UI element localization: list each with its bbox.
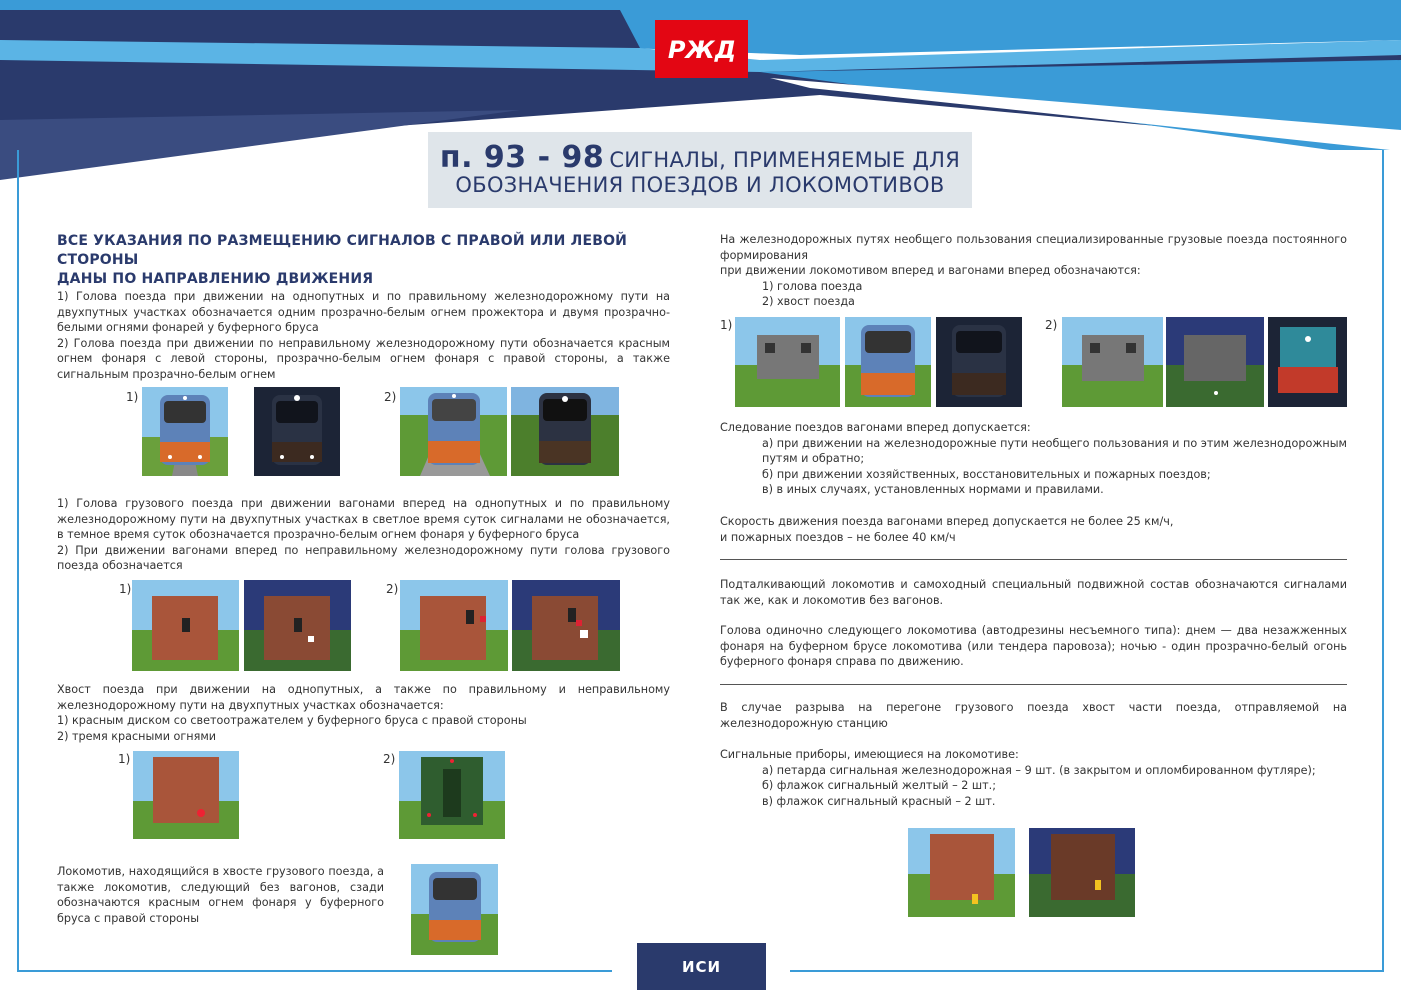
locomotive-wrong-track-day-photo xyxy=(400,387,507,476)
footer-tab: ИСИ xyxy=(637,943,766,990)
special-train-loco-night-photo xyxy=(936,317,1022,407)
text-para: В случае разрыва на перегоне грузового поезда хвост части поезда, отправляемой на железнодорожную станцию xyxy=(720,701,1347,730)
divider xyxy=(720,684,1347,685)
special-train-head-day-photo xyxy=(735,317,840,407)
section-train-break xyxy=(720,700,1347,731)
freight-tail-disc-photo xyxy=(133,751,239,839)
special-train-tail-day-photo xyxy=(1062,317,1163,407)
rzd-logo-icon xyxy=(667,32,737,66)
locomotive-night-photo xyxy=(254,387,340,476)
freight-car-day-photo xyxy=(132,580,239,671)
shunting-loco-night-photo xyxy=(1268,317,1347,407)
broken-train-day-photo xyxy=(908,828,1015,917)
text-para: 2) Голова поезда при движении по неправильному железнодорожному пути обозначается красным огнем фонаря с левой стороны, прозрачно-белым огнем фонаря с правой стороны, а также сигнальным прозрачно-белым огнем xyxy=(57,336,670,381)
freight-car-wrong-day-photo xyxy=(400,580,508,671)
text-para: 1) Голова грузового поезда при движении вагонами вперед на однопутных и по правильному железнодорожному пути на двухпутных участках в светлое время суток сигналами не обозначается, в темное время суток обозначается прозрачно-белым огнем фонаря у буферного бруса xyxy=(57,497,670,541)
text-para: 1) красным диском со светоотражателем у буферного бруса с правой стороны xyxy=(57,714,527,727)
title-text: СИГНАЛЫ, ПРИМЕНЯЕМЫЕ ДЛЯ xyxy=(609,148,961,172)
text-para: Локомотив, находящийся в хвосте грузового поезда, а также локомотив, следующий без вагонов, сзади обозначаются красным огнем фонаря у буферного бруса с правой стороны xyxy=(57,865,384,925)
text-item: в) флажок сигнальный красный – 2 шт. xyxy=(762,794,996,808)
label-2: 2) xyxy=(386,582,399,596)
title-number: п. 93 - 98 xyxy=(439,140,605,175)
locomotive-wrong-track-night-photo xyxy=(511,387,619,476)
passenger-tail-lights-photo xyxy=(399,751,505,839)
left-heading xyxy=(57,232,677,289)
section-signal-devices xyxy=(720,747,1347,809)
freight-car-wrong-night-photo xyxy=(512,580,620,671)
broken-train-night-photo xyxy=(1029,828,1135,917)
text-item: 1) голова поезда xyxy=(762,279,863,293)
label-2: 2) xyxy=(383,752,396,766)
freight-car-night-photo xyxy=(244,580,351,671)
text-para: 2) тремя красными огнями xyxy=(57,729,217,743)
section-speed xyxy=(720,514,1347,545)
text-item: 2) хвост поезда xyxy=(762,295,855,308)
label-1: 1) xyxy=(720,318,733,332)
rzd-logo xyxy=(655,20,748,78)
text-para: при движении локомотивом вперед и вагонами вперед обозначаются: xyxy=(720,264,1141,277)
text-item: б) при движении хозяйственных, восстановительных и пожарных поездов; xyxy=(762,467,1211,481)
text-para: Следование поездов вагонами вперед допускается: xyxy=(720,421,1031,434)
left-heading-line1: ВСЕ УКАЗАНИЯ ПО РАЗМЕЩЕНИЮ СИГНАЛОВ С ПРАВОЙ ИЛИ ЛЕВОЙ СТОРОНЫ xyxy=(57,233,628,268)
section-pusher xyxy=(720,577,1347,608)
text-para: 2) При движении вагонами вперед по неправильному железнодорожному пути голова грузового поезда обозначается xyxy=(57,543,670,572)
special-train-loco-day-photo xyxy=(845,317,931,407)
text-para: На железнодорожных путях необщего пользования специализированные грузовые поезда постоянного формирования xyxy=(720,233,1347,262)
left-heading-line2: ДАНЫ ПО НАПРАВЛЕНИЮ ДВИЖЕНИЯ xyxy=(57,271,374,287)
section-freight-head xyxy=(57,496,670,574)
label-1: 1) xyxy=(118,752,131,766)
label-2: 2) xyxy=(1045,318,1058,332)
text-para: и пожарных поездов – не более 40 км/ч xyxy=(720,530,956,544)
title-text-line2: ОБОЗНАЧЕНИЯ ПОЕЗДОВ И ЛОКОМОТИВОВ xyxy=(455,173,945,197)
text-item: б) флажок сигнальный желтый – 2 шт.; xyxy=(762,779,997,792)
section-loco-rear xyxy=(57,864,384,926)
label-1: 1) xyxy=(119,582,132,596)
special-train-tail-night-photo xyxy=(1166,317,1264,407)
text-item: а) петарда сигнальная железнодорожная – 9 шт. (в закрытом и опломбированном футляре); xyxy=(762,763,1316,777)
text-item: а) при движении на железнодорожные пути необщего пользования и по этим железнодорожным путям и обратно; xyxy=(762,436,1347,465)
section-cars-forward xyxy=(720,420,1347,498)
label-1: 1) xyxy=(126,390,139,404)
text-para: Сигнальные приборы, имеющиеся на локомотиве: xyxy=(720,748,1019,761)
label-2: 2) xyxy=(384,390,397,404)
text-para: Подталкивающий локомотив и самоходный специальный подвижной состав обозначаются сигналами так же, как и локомотив без вагонов. xyxy=(720,578,1347,607)
divider xyxy=(720,559,1347,560)
locomotive-day-photo xyxy=(142,387,228,476)
page-title xyxy=(428,132,972,208)
text-item: в) в иных случаях, установленных нормами и правилами. xyxy=(762,483,1104,496)
section-special-trains xyxy=(720,232,1347,310)
text-para: 1) Голова поезда при движении на однопутных и по правильному железнодорожному пути на двухпутных участках обозначается одним прозрачно-белым огнем прожектора и двумя прозрачно-белыми огнями фонарей у буферного бруса xyxy=(57,290,670,334)
text-para: Голова одиночно следующего локомотива (автодрезины несъемного типа): днем — два незажженных фонаря на буферном брусе локомотива (или тендера паровоза); ночью - один прозрачно-белый огонь буферного фонаря справа по движению. xyxy=(720,624,1347,668)
text-para: Скорость движения поезда вагонами вперед допускается не более 25 км/ч, xyxy=(720,515,1174,528)
locomotive-rear-photo xyxy=(411,864,498,955)
svg-text:РЖД: РЖД xyxy=(667,36,736,64)
section-head-lights xyxy=(57,289,670,382)
text-para: Хвост поезда при движении на однопутных, а также по правильному и неправильному железнодорожному пути на двухпутных участках обозначается: xyxy=(57,683,670,712)
section-tail xyxy=(57,682,670,744)
section-single-loco xyxy=(720,623,1347,670)
